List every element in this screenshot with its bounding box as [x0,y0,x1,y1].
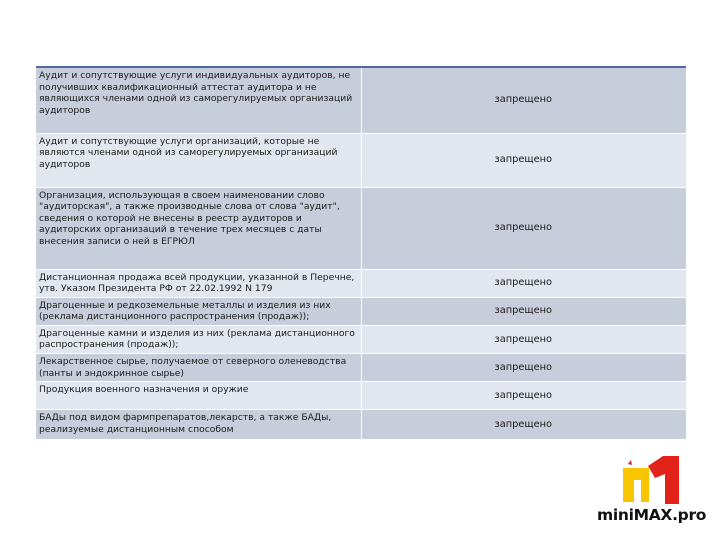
table-row [36,269,686,297]
status-cell: запрещено [361,325,686,353]
item-cell: Лекарственное сырье, получаемое от северного оленеводства (панты и эндокринное сырье) [36,354,361,382]
item-cell: Организация, использующая в своем наименовании слово "аудиторская", а также производные слова от слова "аудит", сведения о которой не внесены в реестр аудиторов и аудиторских организаций в течение трех месяцев с даты внесения записи о ней в ЕГРЮЛ [36,187,361,269]
logo-m-icon [619,456,683,506]
status-cell: запрещено [361,354,686,382]
table-row [36,133,686,187]
item-cell: Продукция военного назначения и оружие [36,382,361,410]
table-row [36,67,686,133]
item-cell: Драгоценные камни и изделия из них (реклама дистанционного распространения (продаж)); [36,325,361,353]
table-row [36,297,686,325]
table-row [36,187,686,269]
table-row [36,410,686,440]
item-cell: БАДы под видом фармпрепаратов,лекарств, а также БАДы, реализуемые дистанционным способом [36,410,361,440]
item-cell: Дистанционная продажа всей продукции, указанной в Перечне, утв. Указом Президента РФ от 22.02.1992 N 179 [36,269,361,297]
status-cell: запрещено [361,133,686,187]
status-cell: запрещено [361,67,686,133]
table-row [36,382,686,410]
item-cell: Аудит и сопутствующие услуги индивидуальных аудиторов, не получивших квалификационный аттестат аудитора и не являющихся членами одной из саморегулируемых организаций аудиторов [36,67,361,133]
minimax-logo [597,456,713,528]
status-cell: запрещено [361,269,686,297]
status-cell: запрещено [361,382,686,410]
logo-text: miniMAX.pro [597,506,707,524]
table-row [36,354,686,382]
table-row [36,325,686,353]
status-cell: запрещено [361,187,686,269]
status-cell: запрещено [361,410,686,440]
restrictions-table [36,66,686,440]
item-cell: Драгоценные и редкоземельные металлы и изделия из них (реклама дистанционного распространения (продаж)); [36,297,361,325]
item-cell: Аудит и сопутствующие услуги организаций, которые не являются членами одной из саморегулируемых организаций аудиторов [36,133,361,187]
status-cell: запрещено [361,297,686,325]
